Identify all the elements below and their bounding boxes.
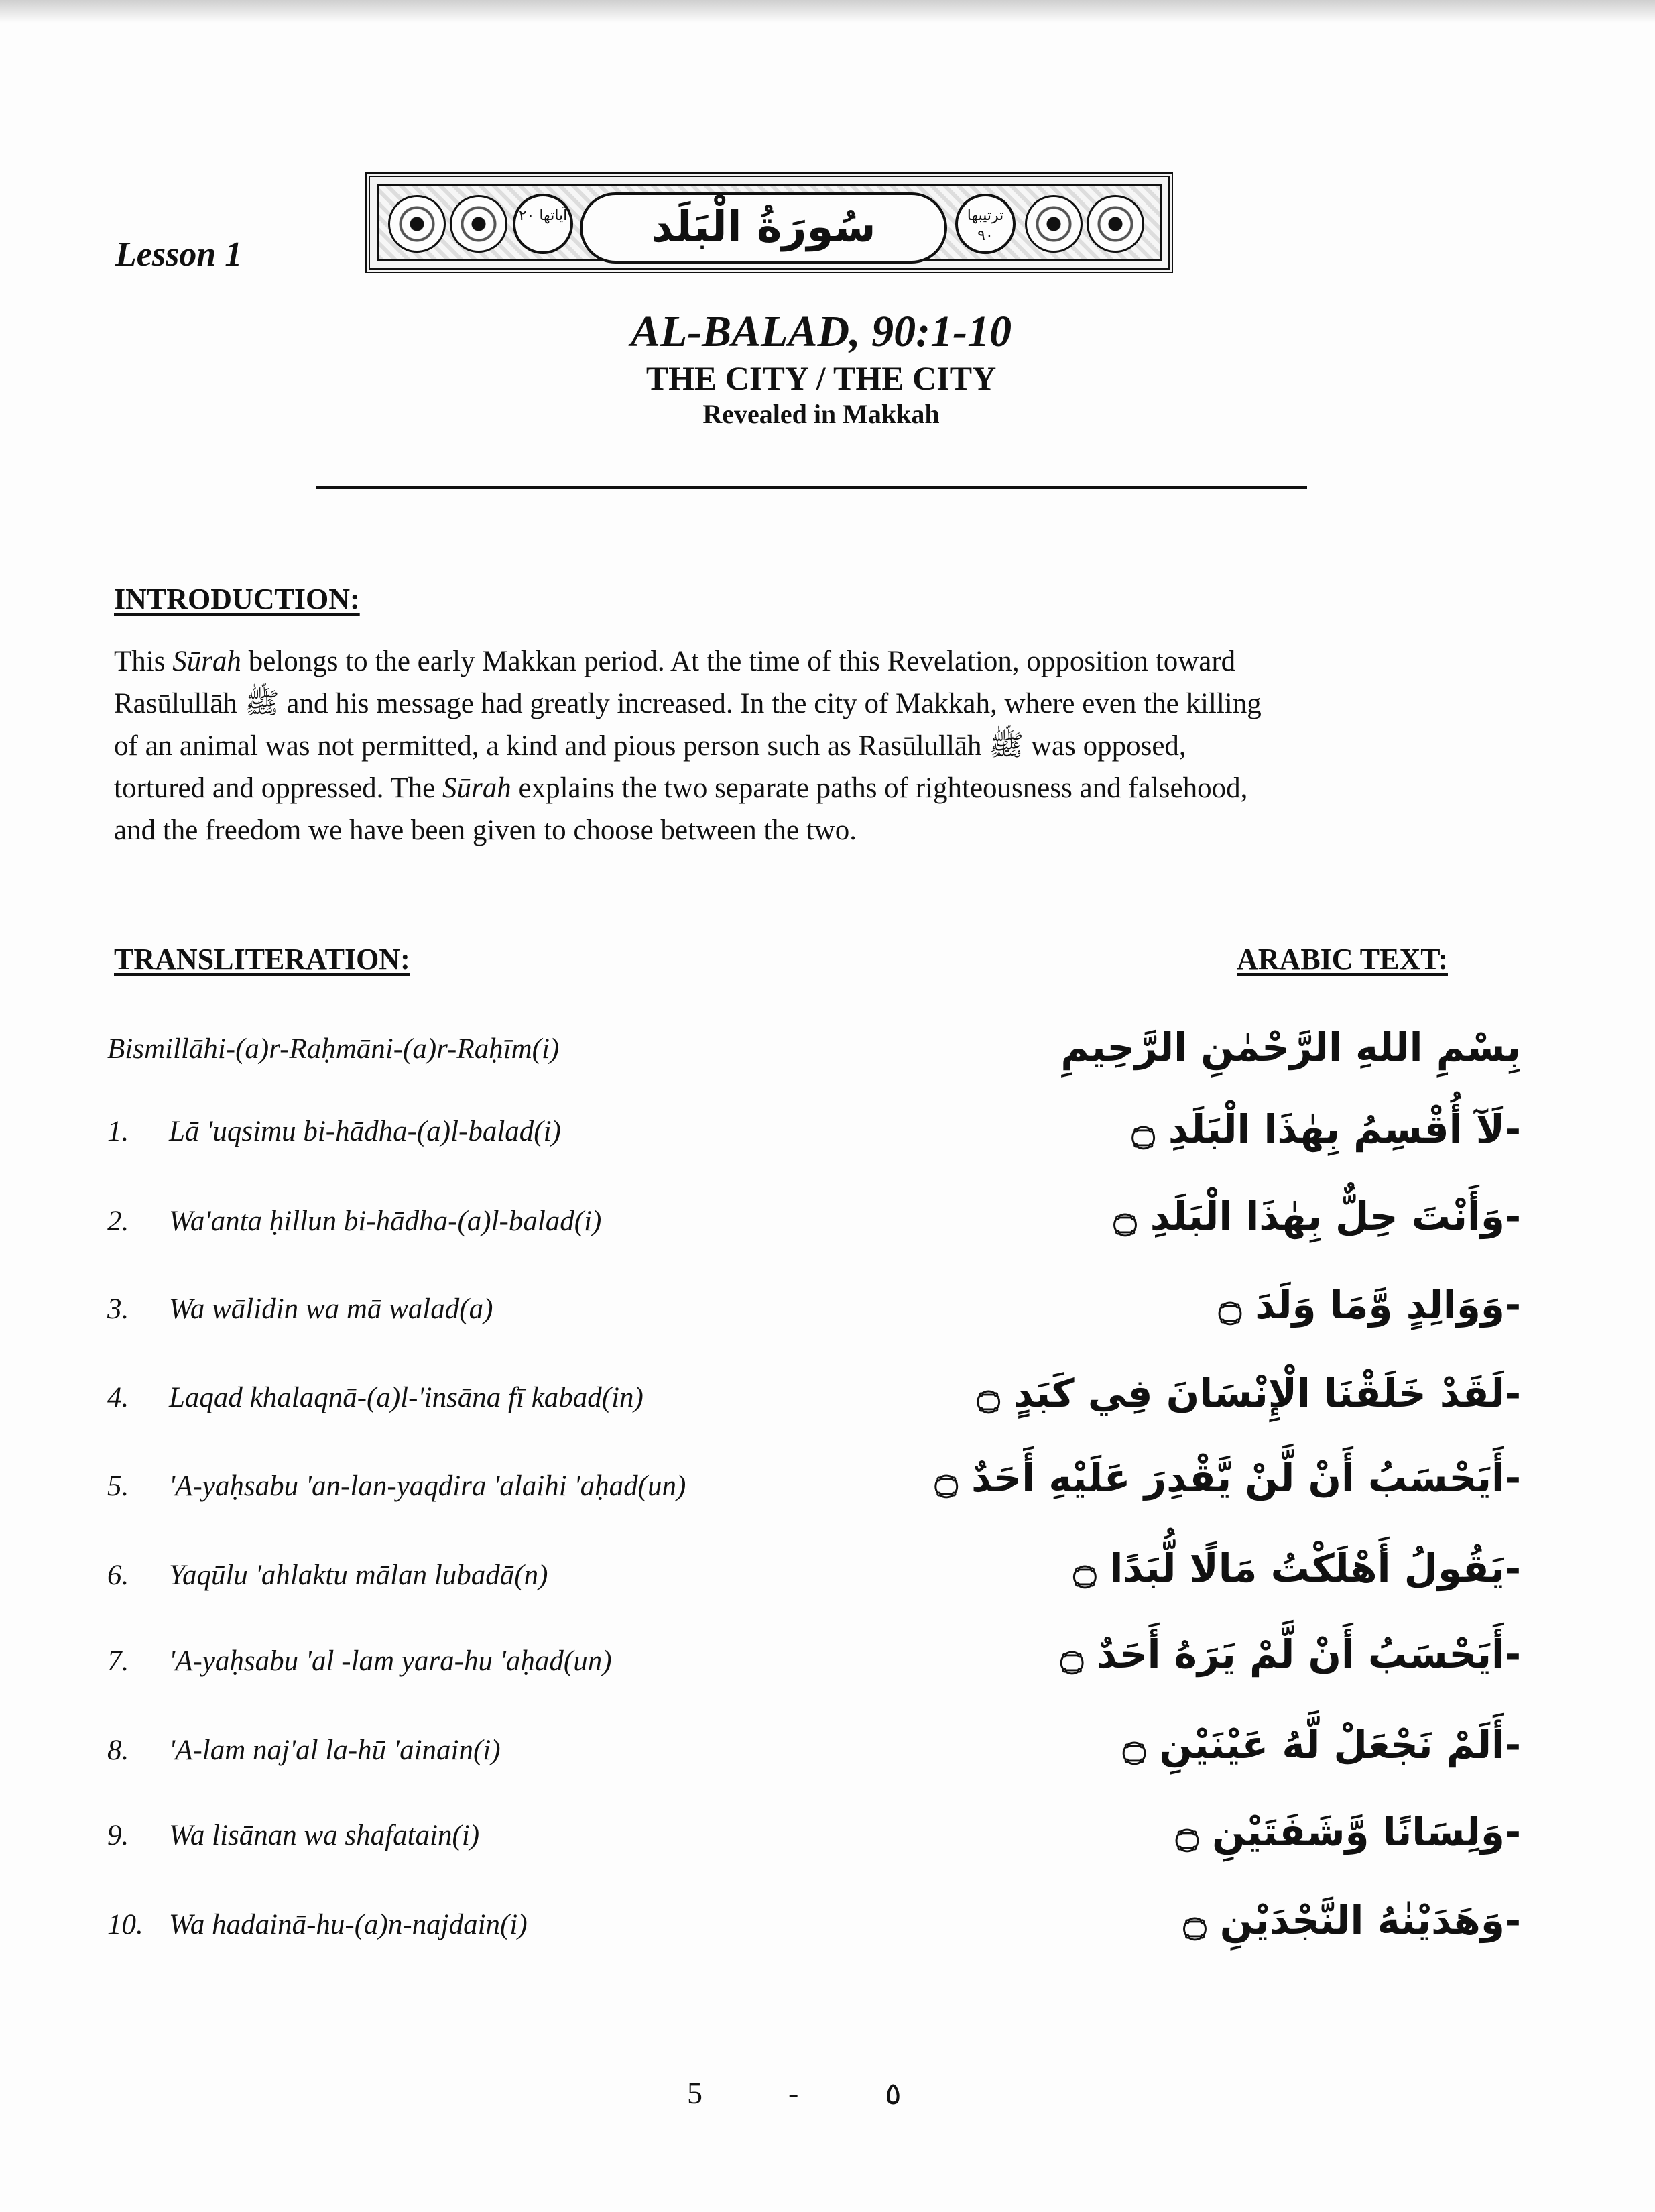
surah-name-arabic: سُورَةُ الْبَلَد — [651, 202, 876, 252]
page-title: AL-BALAD, 90:1-10 — [630, 307, 1012, 356]
rosette-ornament-icon — [450, 195, 507, 253]
introduction-heading: INTRODUCTION: — [114, 583, 360, 616]
intro-line: This Sūrah belongs to the early Makkan period. At the time of this Revelation, opposition toward — [114, 646, 1236, 677]
rosette-ornament-icon — [1087, 195, 1144, 253]
introduction-paragraph — [114, 640, 1481, 852]
verse-arabic: -لَقَدْ خَلَقْنَا الْإِنْسَانَ فِي كَبَدٍ ۝ — [977, 1371, 1521, 1416]
verse-transliteration: 4. Laqad khalaqnā-(a)l-'insāna fī kabad(in) — [107, 1382, 643, 1413]
verse-arabic: -لَآ أُقْسِمُ بِهٰذَا الْبَلَدِ ۝ — [1131, 1106, 1521, 1152]
verse-transliteration: 6. Yaqūlu 'ahlaktu mālan lubadā(n) — [107, 1560, 548, 1591]
verse-transliteration: 5. 'A-yaḥsabu 'an-lan-yaqdira 'alaihi 'aḥad(un) — [107, 1470, 686, 1502]
verse-arabic: -أَيَحْسَبُ أَنْ لَّنْ يَّقْدِرَ عَلَيْهِ أَحَدٌ ۝ — [934, 1455, 1521, 1501]
verse-arabic: -أَلَمْ نَجْعَلْ لَّهُ عَيْنَيْنِ ۝ — [1123, 1722, 1521, 1767]
arabic-text-heading: ARABIC TEXT: — [1237, 943, 1448, 976]
banner-ornament — [377, 184, 1162, 261]
verse-transliteration: 3. Wa wālidin wa mā walad(a) — [107, 1293, 493, 1325]
verse-transliteration: 10. Wa hadainā-hu-(a)n-najdain(i) — [107, 1909, 528, 1940]
page-number-arabic: ٥ — [885, 2075, 902, 2111]
surah-banner — [365, 172, 1173, 273]
verse-transliteration: Bismillāhi-(a)r-Raḥmāni-(a)r-Raḥīm(i) — [107, 1033, 560, 1065]
page-subtitle: THE CITY / THE CITY — [646, 359, 997, 397]
verse-arabic: -وَهَدَيْنٰهُ النَّجْدَيْنِ ۝ — [1183, 1898, 1521, 1943]
revelation-place: Revealed in Makkah — [702, 399, 940, 429]
page-number-dash: - — [788, 2076, 799, 2110]
verse-transliteration: 7. 'A-yaḥsabu 'al -lam yara-hu 'aḥad(un) — [107, 1645, 612, 1677]
rosette-ornament-icon — [388, 195, 446, 253]
lesson-label: Lesson 1 — [115, 235, 243, 274]
surah-name-cartouche — [580, 192, 947, 264]
verse-arabic: -وَلِسَانًا وَّشَفَتَيْنِ ۝ — [1175, 1809, 1521, 1855]
verse-transliteration: 9. Wa lisānan wa shafatain(i) — [107, 1820, 480, 1851]
scan-top-shade — [0, 0, 1655, 23]
transliteration-heading: TRANSLITERATION: — [114, 943, 410, 976]
intro-line: and the freedom we have been given to choose between the two. — [114, 815, 857, 846]
verse-arabic: -أَيَحْسَبُ أَنْ لَّمْ يَرَهُ أَحَدٌ ۝ — [1060, 1631, 1521, 1677]
verse-arabic: -وَأَنْتَ حِلٌّ بِهٰذَا الْبَلَدِ ۝ — [1113, 1194, 1521, 1239]
verse-arabic: -يَقُولُ أَهْلَكْتُ مَالًا لُّبَدًا ۝ — [1073, 1546, 1521, 1591]
title-block — [335, 305, 1307, 431]
left-medallion: آياتها ٢٠ — [513, 194, 573, 254]
verse-transliteration: 8. 'A-lam naj'al la-hū 'ainain(i) — [107, 1735, 501, 1766]
verse-transliteration: 2. Wa'anta ḥillun bi-hādha-(a)l-balad(i) — [107, 1206, 602, 1237]
rosette-ornament-icon — [1025, 195, 1083, 253]
verse-arabic: -وَوَالِدٍ وَّمَا وَلَدَ ۝ — [1219, 1282, 1521, 1328]
right-medallion: ترتيبها ٩٠ — [955, 194, 1016, 254]
page-number: 5 — [687, 2076, 702, 2110]
intro-line: tortured and oppressed. The Sūrah explains the two separate paths of righteousness and falsehood, — [114, 772, 1248, 804]
intro-line: of an animal was not permitted, a kind and pious person such as Rasūlullāh ﷺ was opposed, — [114, 730, 1186, 762]
verse-arabic: بِسْمِ اللهِ الرَّحْمٰنِ الرَّحِيمِ — [1060, 1025, 1521, 1070]
verse-transliteration: 1. Lā 'uqsimu bi-hādha-(a)l-balad(i) — [107, 1116, 561, 1147]
intro-line: Rasūlullāh ﷺ and his message had greatly increased. In the city of Makkah, where even the killing — [114, 688, 1262, 719]
title-divider — [316, 486, 1307, 489]
